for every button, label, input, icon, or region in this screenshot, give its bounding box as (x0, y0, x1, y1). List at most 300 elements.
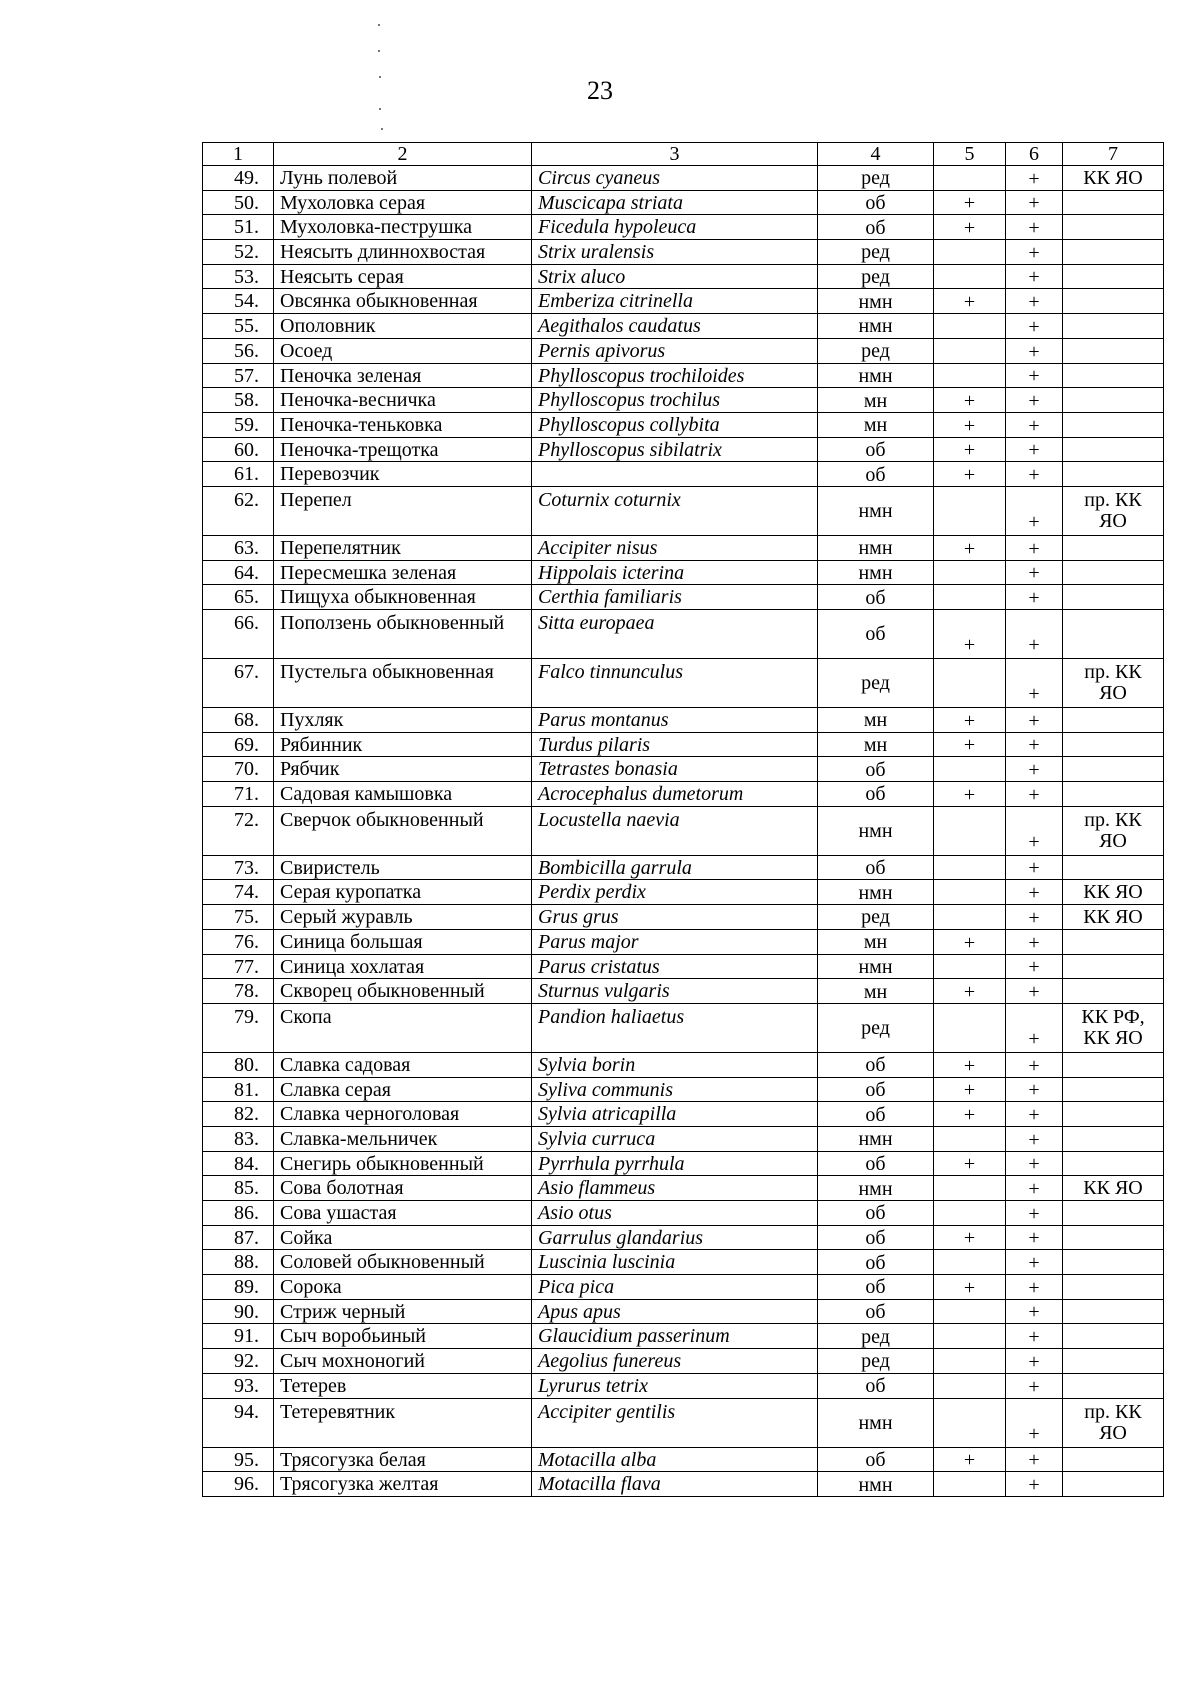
abundance: нмн (818, 363, 934, 388)
abundance: ред (818, 905, 934, 930)
abundance: об (818, 782, 934, 807)
row-number: 59. (203, 412, 274, 437)
abundance: ред (818, 240, 934, 265)
protection-status (1063, 929, 1164, 954)
header-cell-5: 5 (934, 143, 1006, 166)
table-row (203, 1299, 1164, 1324)
protection-status (1063, 338, 1164, 363)
russian-name: Сова ушастая (274, 1201, 532, 1226)
protection-status: пр. КК ЯО (1063, 486, 1164, 535)
row-number: 94. (203, 1398, 274, 1447)
protection-status (1063, 1126, 1164, 1151)
column-6-mark: + (1006, 289, 1063, 314)
column-5-mark (934, 1349, 1006, 1374)
latin-name: Hippolais icterina (532, 560, 818, 585)
latin-name: Falco tinnunculus (532, 659, 818, 708)
column-6-mark: + (1006, 1447, 1063, 1472)
column-5-mark (934, 880, 1006, 905)
column-5-mark (934, 486, 1006, 535)
protection-status (1063, 1324, 1164, 1349)
column-6-mark: + (1006, 1151, 1063, 1176)
header-cell-7: 7 (1063, 143, 1164, 166)
row-number: 93. (203, 1373, 274, 1398)
protection-status (1063, 437, 1164, 462)
table-row (203, 1151, 1164, 1176)
column-5-mark: + (934, 979, 1006, 1004)
protection-status (1063, 560, 1164, 585)
russian-name: Ополовник (274, 314, 532, 339)
column-5-mark: + (934, 289, 1006, 314)
latin-name: Ficedula hypoleuca (532, 215, 818, 240)
table-row (203, 1077, 1164, 1102)
column-5-mark (934, 1299, 1006, 1324)
latin-name: Phylloscopus collybita (532, 412, 818, 437)
abundance: об (818, 215, 934, 240)
latin-name: Emberiza citrinella (532, 289, 818, 314)
table-row (203, 264, 1164, 289)
column-5-mark: + (934, 437, 1006, 462)
latin-name: Coturnix coturnix (532, 486, 818, 535)
latin-name: Glaucidium passerinum (532, 1324, 818, 1349)
latin-name: Motacilla alba (532, 1447, 818, 1472)
row-number: 70. (203, 757, 274, 782)
russian-name: Соловей обыкновенный (274, 1250, 532, 1275)
abundance: мн (818, 732, 934, 757)
protection-status (1063, 264, 1164, 289)
latin-name: Garrulus glandarius (532, 1225, 818, 1250)
table-row (203, 1225, 1164, 1250)
russian-name: Мухоловка серая (274, 190, 532, 215)
abundance: нмн (818, 880, 934, 905)
table-row (203, 1373, 1164, 1398)
russian-name: Свиристель (274, 855, 532, 880)
russian-name: Славка-мельничек (274, 1126, 532, 1151)
column-6-mark: + (1006, 240, 1063, 265)
russian-name: Сойка (274, 1225, 532, 1250)
table-row (203, 1003, 1164, 1052)
row-number: 88. (203, 1250, 274, 1275)
abundance: об (818, 1052, 934, 1077)
column-6-mark: + (1006, 388, 1063, 413)
column-6-mark: + (1006, 1373, 1063, 1398)
column-6-mark: + (1006, 1324, 1063, 1349)
column-5-mark (934, 166, 1006, 191)
scan-speck (381, 128, 383, 130)
russian-name: Сыч мохноногий (274, 1349, 532, 1374)
column-6-mark: + (1006, 314, 1063, 339)
protection-status (1063, 1472, 1164, 1497)
column-5-mark (934, 363, 1006, 388)
column-5-mark: + (934, 1225, 1006, 1250)
column-6-mark: + (1006, 855, 1063, 880)
row-number: 51. (203, 215, 274, 240)
row-number: 95. (203, 1447, 274, 1472)
column-6-mark: + (1006, 535, 1063, 560)
protection-status: КК РФ, КК ЯО (1063, 1003, 1164, 1052)
russian-name: Пустельга обыкновенная (274, 659, 532, 708)
column-5-mark: + (934, 535, 1006, 560)
latin-name: Parus montanus (532, 708, 818, 733)
russian-name: Пухляк (274, 708, 532, 733)
scan-speck (379, 108, 381, 110)
row-number: 58. (203, 388, 274, 413)
table-row (203, 437, 1164, 462)
row-number: 63. (203, 535, 274, 560)
latin-name: Certhia familiaris (532, 585, 818, 610)
abundance: мн (818, 388, 934, 413)
row-number: 69. (203, 732, 274, 757)
russian-name: Сова болотная (274, 1176, 532, 1201)
column-5-mark: + (934, 190, 1006, 215)
abundance: нмн (818, 535, 934, 560)
table-row (203, 314, 1164, 339)
row-number: 55. (203, 314, 274, 339)
abundance: нмн (818, 1126, 934, 1151)
table-row (203, 1126, 1164, 1151)
abundance: нмн (818, 1176, 934, 1201)
protection-status (1063, 462, 1164, 487)
column-6-mark: + (1006, 363, 1063, 388)
abundance: об (818, 1077, 934, 1102)
column-6-mark: + (1006, 1299, 1063, 1324)
protection-status (1063, 979, 1164, 1004)
column-6-mark: + (1006, 190, 1063, 215)
latin-name: Sturnus vulgaris (532, 979, 818, 1004)
column-6-mark: + (1006, 166, 1063, 191)
column-5-mark: + (934, 782, 1006, 807)
latin-name: Phylloscopus trochilus (532, 388, 818, 413)
russian-name: Трясогузка желтая (274, 1472, 532, 1497)
row-number: 56. (203, 338, 274, 363)
header-cell-3: 3 (532, 143, 818, 166)
latin-name: Tetrastes bonasia (532, 757, 818, 782)
column-5-mark (934, 954, 1006, 979)
table-row (203, 1250, 1164, 1275)
abundance: об (818, 610, 934, 659)
row-number: 89. (203, 1275, 274, 1300)
row-number: 91. (203, 1324, 274, 1349)
column-5-mark: + (934, 1151, 1006, 1176)
scan-speck (378, 50, 380, 52)
column-5-mark: + (934, 1447, 1006, 1472)
abundance: нмн (818, 806, 934, 855)
header-cell-4: 4 (818, 143, 934, 166)
protection-status (1063, 954, 1164, 979)
table-row (203, 462, 1164, 487)
table-row (203, 1176, 1164, 1201)
row-number: 50. (203, 190, 274, 215)
russian-name: Перепелятник (274, 535, 532, 560)
latin-name: Phylloscopus trochiloides (532, 363, 818, 388)
column-6-mark: + (1006, 264, 1063, 289)
protection-status (1063, 388, 1164, 413)
abundance: нмн (818, 560, 934, 585)
table-row (203, 388, 1164, 413)
column-6-mark: + (1006, 979, 1063, 1004)
column-6-mark: + (1006, 782, 1063, 807)
column-5-mark (934, 1201, 1006, 1226)
abundance: ред (818, 166, 934, 191)
abundance: нмн (818, 954, 934, 979)
latin-name (532, 462, 818, 487)
table-row (203, 166, 1164, 191)
row-number: 61. (203, 462, 274, 487)
latin-name: Pandion haliaetus (532, 1003, 818, 1052)
protection-status (1063, 1151, 1164, 1176)
scan-speck (379, 76, 381, 78)
row-number: 52. (203, 240, 274, 265)
column-5-mark: + (934, 1275, 1006, 1300)
column-6-mark: + (1006, 1250, 1063, 1275)
russian-name: Осоед (274, 338, 532, 363)
species-table (202, 142, 1164, 1497)
table-row (203, 535, 1164, 560)
table-row (203, 585, 1164, 610)
protection-status (1063, 1373, 1164, 1398)
abundance: ред (818, 338, 934, 363)
latin-name: Accipiter nisus (532, 535, 818, 560)
russian-name: Лунь полевой (274, 166, 532, 191)
column-6-mark: + (1006, 757, 1063, 782)
latin-name: Grus grus (532, 905, 818, 930)
table-row (203, 363, 1164, 388)
abundance: мн (818, 979, 934, 1004)
russian-name: Синица большая (274, 929, 532, 954)
column-5-mark (934, 1472, 1006, 1497)
abundance: об (818, 1225, 934, 1250)
russian-name: Сверчок обыкновенный (274, 806, 532, 855)
row-number: 53. (203, 264, 274, 289)
row-number: 96. (203, 1472, 274, 1497)
column-5-mark (934, 1003, 1006, 1052)
row-number: 54. (203, 289, 274, 314)
latin-name: Strix aluco (532, 264, 818, 289)
table-row (203, 1349, 1164, 1374)
protection-status: пр. КК ЯО (1063, 659, 1164, 708)
russian-name: Трясогузка белая (274, 1447, 532, 1472)
russian-name: Серая куропатка (274, 880, 532, 905)
russian-name: Мухоловка-пеструшка (274, 215, 532, 240)
table-row (203, 905, 1164, 930)
latin-name: Sylvia atricapilla (532, 1102, 818, 1127)
russian-name: Рябинник (274, 732, 532, 757)
column-5-mark: + (934, 462, 1006, 487)
page-number: 23 (587, 76, 613, 105)
abundance: об (818, 437, 934, 462)
abundance: об (818, 1151, 934, 1176)
russian-name: Серый журавль (274, 905, 532, 930)
latin-name: Circus cyaneus (532, 166, 818, 191)
table-row (203, 880, 1164, 905)
row-number: 87. (203, 1225, 274, 1250)
latin-name: Perdix perdix (532, 880, 818, 905)
protection-status: КК ЯО (1063, 1176, 1164, 1201)
latin-name: Lyrurus tetrix (532, 1373, 818, 1398)
latin-name: Apus apus (532, 1299, 818, 1324)
header-cell-1: 1 (203, 143, 274, 166)
row-number: 83. (203, 1126, 274, 1151)
latin-name: Phylloscopus sibilatrix (532, 437, 818, 462)
row-number: 67. (203, 659, 274, 708)
column-6-mark: + (1006, 610, 1063, 659)
table-row (203, 1324, 1164, 1349)
table-row (203, 338, 1164, 363)
row-number: 76. (203, 929, 274, 954)
row-number: 82. (203, 1102, 274, 1127)
protection-status: КК ЯО (1063, 880, 1164, 905)
protection-status (1063, 757, 1164, 782)
latin-name: Locustella naevia (532, 806, 818, 855)
table-row (203, 190, 1164, 215)
russian-name: Тетерев (274, 1373, 532, 1398)
protection-status (1063, 732, 1164, 757)
russian-name: Синица хохлатая (274, 954, 532, 979)
latin-name: Sylvia borin (532, 1052, 818, 1077)
russian-name: Славка серая (274, 1077, 532, 1102)
latin-name: Asio flammeus (532, 1176, 818, 1201)
abundance: об (818, 462, 934, 487)
latin-name: Sylvia curruca (532, 1126, 818, 1151)
column-5-mark (934, 806, 1006, 855)
column-5-mark: + (934, 1052, 1006, 1077)
table-body (203, 143, 1164, 1497)
column-6-mark: + (1006, 215, 1063, 240)
header-cell-2: 2 (274, 143, 532, 166)
table-row (203, 215, 1164, 240)
column-6-mark: + (1006, 1003, 1063, 1052)
abundance: об (818, 1201, 934, 1226)
row-number: 90. (203, 1299, 274, 1324)
row-number: 73. (203, 855, 274, 880)
row-number: 92. (203, 1349, 274, 1374)
protection-status (1063, 1201, 1164, 1226)
row-number: 74. (203, 880, 274, 905)
russian-name: Перепел (274, 486, 532, 535)
column-6-mark: + (1006, 659, 1063, 708)
column-6-mark: + (1006, 412, 1063, 437)
column-5-mark: + (934, 1077, 1006, 1102)
table-row (203, 979, 1164, 1004)
column-6-mark: + (1006, 1102, 1063, 1127)
row-number: 80. (203, 1052, 274, 1077)
abundance: ред (818, 1349, 934, 1374)
table-row (203, 708, 1164, 733)
latin-name: Syliva communis (532, 1077, 818, 1102)
protection-status (1063, 412, 1164, 437)
abundance: нмн (818, 1472, 934, 1497)
row-number: 62. (203, 486, 274, 535)
latin-name: Parus cristatus (532, 954, 818, 979)
abundance: об (818, 757, 934, 782)
column-6-mark: + (1006, 880, 1063, 905)
row-number: 49. (203, 166, 274, 191)
column-5-mark (934, 314, 1006, 339)
column-5-mark: + (934, 708, 1006, 733)
column-6-mark: + (1006, 1225, 1063, 1250)
column-6-mark: + (1006, 905, 1063, 930)
protection-status (1063, 314, 1164, 339)
latin-name: Acrocephalus dumetorum (532, 782, 818, 807)
column-6-mark: + (1006, 486, 1063, 535)
scan-speck (378, 24, 380, 26)
column-5-mark (934, 560, 1006, 585)
table-row (203, 1472, 1164, 1497)
russian-name: Пеночка-теньковка (274, 412, 532, 437)
table-row (203, 1447, 1164, 1472)
latin-name: Accipiter gentilis (532, 1398, 818, 1447)
abundance: нмн (818, 314, 934, 339)
protection-status (1063, 215, 1164, 240)
column-5-mark: + (934, 732, 1006, 757)
abundance: об (818, 190, 934, 215)
russian-name: Неясыть серая (274, 264, 532, 289)
column-5-mark (934, 585, 1006, 610)
column-6-mark: + (1006, 708, 1063, 733)
protection-status: пр. КК ЯО (1063, 1398, 1164, 1447)
protection-status: пр. КК ЯО (1063, 806, 1164, 855)
column-5-mark: + (934, 929, 1006, 954)
table-row (203, 560, 1164, 585)
latin-name: Strix uralensis (532, 240, 818, 265)
row-number: 84. (203, 1151, 274, 1176)
latin-name: Sitta europaea (532, 610, 818, 659)
table-row (203, 610, 1164, 659)
column-5-mark (934, 1373, 1006, 1398)
column-6-mark: + (1006, 1349, 1063, 1374)
column-5-mark (934, 1398, 1006, 1447)
row-number: 85. (203, 1176, 274, 1201)
column-5-mark (934, 855, 1006, 880)
abundance: нмн (818, 486, 934, 535)
column-5-mark (934, 905, 1006, 930)
column-5-mark (934, 1126, 1006, 1151)
row-number: 68. (203, 708, 274, 733)
row-number: 65. (203, 585, 274, 610)
russian-name: Скопа (274, 1003, 532, 1052)
russian-name: Пищуха обыкновенная (274, 585, 532, 610)
column-5-mark (934, 264, 1006, 289)
latin-name: Luscinia luscinia (532, 1250, 818, 1275)
abundance: нмн (818, 289, 934, 314)
row-number: 81. (203, 1077, 274, 1102)
protection-status (1063, 1102, 1164, 1127)
column-5-mark (934, 659, 1006, 708)
russian-name: Тетеревятник (274, 1398, 532, 1447)
abundance: об (818, 1102, 934, 1127)
column-6-mark: + (1006, 1126, 1063, 1151)
header-cell-6: 6 (1006, 143, 1063, 166)
protection-status (1063, 1299, 1164, 1324)
table-row (203, 412, 1164, 437)
abundance: об (818, 855, 934, 880)
abundance: ред (818, 659, 934, 708)
latin-name: Asio otus (532, 1201, 818, 1226)
abundance: мн (818, 412, 934, 437)
table-row (203, 1275, 1164, 1300)
latin-name: Turdus pilaris (532, 732, 818, 757)
protection-status (1063, 190, 1164, 215)
column-5-mark (934, 757, 1006, 782)
row-number: 75. (203, 905, 274, 930)
column-5-mark: + (934, 388, 1006, 413)
column-6-mark: + (1006, 1275, 1063, 1300)
latin-name: Parus major (532, 929, 818, 954)
protection-status (1063, 535, 1164, 560)
russian-name: Скворец обыкновенный (274, 979, 532, 1004)
header-row (203, 143, 1164, 166)
protection-status (1063, 610, 1164, 659)
table-row (203, 289, 1164, 314)
